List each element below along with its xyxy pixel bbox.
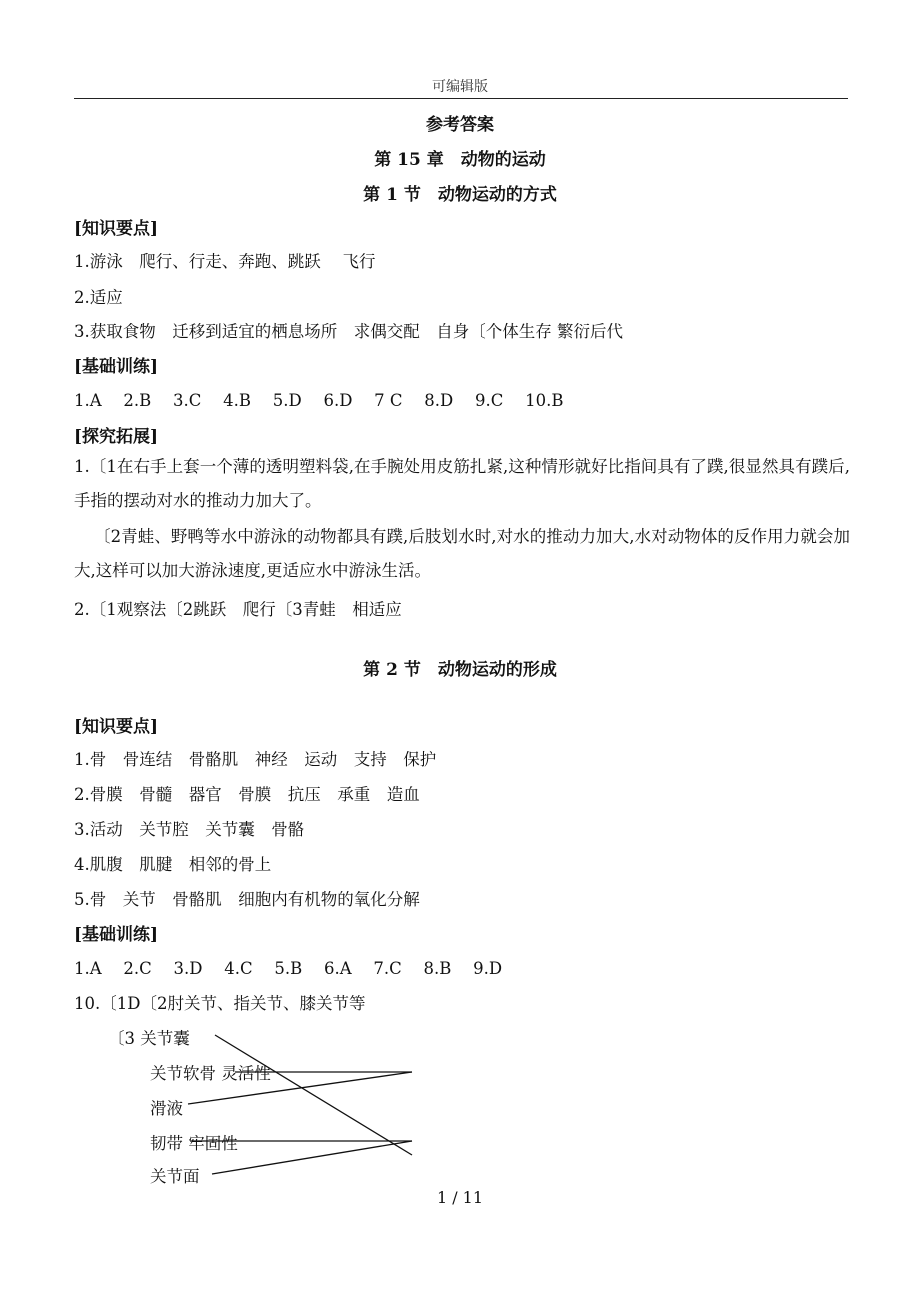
section2-basic-heading: [基础训练] <box>74 925 159 945</box>
section2-knowledge-line: 2.骨膜 骨髓 器官 骨膜 抗压 承重 造血 <box>74 785 420 804</box>
match-line <box>212 1141 412 1174</box>
section1-explore-paragraph: 〔2青蛙、野鸭等水中游泳的动物都具有蹼,后肢划水时,对水的推动力加大,水对动物体的反作用力就会加大,这样可以加大游泳速度,更适应水中游泳生活。 <box>74 527 850 580</box>
section1-explore-line: 2.〔1观察法〔2跳跃 爬行〔3青蛙 相适应 <box>74 600 402 619</box>
section2-title: 第 2 节 动物运动的形成 <box>363 660 557 680</box>
section1-explore-paragraph: 1.〔1在右手上套一个薄的透明塑料袋,在手腕处用皮筋扎紧,这种情形就好比指间具有了蹼,很显然具有蹼后,手指的摆动对水的推动力加大了。 <box>74 457 850 510</box>
section2-q10-line: 10.〔1D〔2肘关节、指关节、膝关节等 <box>74 994 366 1013</box>
section1-title: 第 1 节 动物运动的方式 <box>363 185 557 205</box>
match-line <box>215 1035 412 1155</box>
match-item: 关节面 <box>150 1167 200 1186</box>
section1-knowledge-heading: [知识要点] <box>74 219 159 239</box>
section1-knowledge-line: 2.适应 <box>74 288 123 307</box>
section2-knowledge-line: 1.骨 骨连结 骨骼肌 神经 运动 支持 保护 <box>74 750 437 769</box>
chapter-title: 第 15 章 动物的运动 <box>374 150 546 170</box>
section2-knowledge-line: 4.肌腹 肌腱 相邻的骨上 <box>74 855 272 874</box>
section2-q10-part3-label: 〔3 关节囊 <box>108 1029 190 1048</box>
section1-knowledge-line: 3.获取食物 迁移到适宜的栖息场所 求偶交配 自身〔个体生存 繁衍后代 <box>74 322 623 341</box>
section2-basic-answers: 1.A 2.C 3.D 4.C 5.B 6.A 7.C 8.B 9.D <box>74 959 503 978</box>
section2-knowledge-line: 5.骨 关节 骨骼肌 细胞内有机物的氧化分解 <box>74 890 420 909</box>
match-item: 韧带 牢固性 <box>150 1134 238 1153</box>
match-item: 关节软骨 灵活性 <box>150 1064 271 1083</box>
section2-knowledge-heading: [知识要点] <box>74 717 159 737</box>
document-title: 参考答案 <box>426 115 494 135</box>
section1-explore-heading: [探究拓展] <box>74 427 159 447</box>
section2-knowledge-line: 3.活动 关节腔 关节囊 骨骼 <box>74 820 305 839</box>
match-item: 滑液 <box>150 1099 183 1118</box>
section1-basic-heading: [基础训练] <box>74 357 159 377</box>
page-number: 1 / 11 <box>436 1188 484 1207</box>
section1-basic-answers: 1.A 2.B 3.C 4.B 5.D 6.D 7 C 8.D 9.C 10.B <box>74 391 564 410</box>
header-divider <box>74 98 848 99</box>
section1-knowledge-line: 1.游泳 爬行、行走、奔跑、跳跃 飞行 <box>74 252 376 271</box>
page-header: 可编辑版 <box>432 79 488 95</box>
